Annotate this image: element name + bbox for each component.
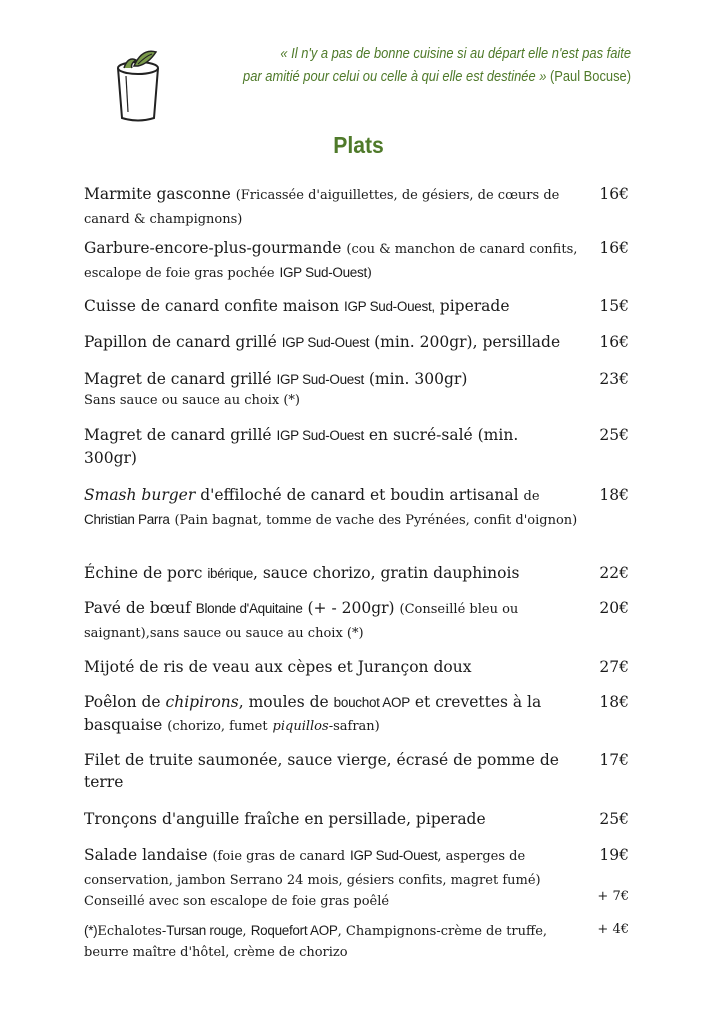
menu-item	[84, 295, 629, 318]
item-name-rest: (+ - 200gr)	[307, 599, 395, 617]
item-detail-end: )	[366, 266, 372, 281]
item-name: Échine de porc	[84, 564, 203, 582]
item-detail: (Pain bagnat, tomme de vache des Pyrénées, confit d'oignon)	[174, 513, 578, 528]
item-price: 16€	[599, 333, 629, 351]
igp-label: IGP Sud-Ouest	[276, 428, 364, 443]
igp-label: IGP Sud-Ouest	[350, 848, 438, 863]
item-detail: (Conseillé bleu ou saignant),sans sauce ou sauce au choix (*)	[84, 602, 519, 641]
footnote-text-rest: , Champignons-crème de truffe, beurre maître d'hôtel, crème de chorizo	[84, 924, 548, 960]
producer-label: Christian Parra	[84, 512, 170, 527]
menu-item	[84, 691, 629, 738]
item-name: Salade landaise	[84, 846, 208, 864]
item-name: Magret de canard grillé	[84, 426, 272, 444]
quote-line-1: « Il n'y a pas de bonne cuisine si au départ elle n'est pas faite	[280, 45, 631, 62]
item-price: 17€	[599, 751, 629, 769]
menu-item	[84, 368, 629, 410]
item-detail: (Fricassée d'aiguillettes, de gésiers, de cœurs de canard & champignons)	[84, 188, 560, 227]
item-name: Filet de truite saumonée, sauce vierge, écrasé de pomme de terre	[84, 751, 559, 791]
item-name: Magret de canard grillé	[84, 370, 272, 388]
item-price: 16€	[599, 239, 629, 257]
origin-label: ibérique	[207, 566, 253, 581]
item-name-rest: , sauce chorizo, gratin dauphinois	[252, 564, 520, 582]
item-price: 18€	[599, 693, 629, 711]
sauce-footnote	[84, 920, 629, 963]
sauce-price: + 4€	[597, 922, 629, 937]
bocuse-quote	[227, 42, 631, 88]
page-title: Plats	[333, 132, 384, 158]
item-name-rest: en sucré-salé (min. 300gr)	[84, 426, 519, 467]
item-price: 20€	[599, 599, 629, 617]
item-name-rest: piperade	[439, 297, 510, 315]
igp-label: IGP Sud-Ouest,	[344, 299, 435, 314]
item-name: d'effiloché de canard et boudin artisanal	[200, 486, 519, 504]
item-name-rest: (min. 200gr), persillade	[374, 333, 561, 351]
item-name: Cuisse de canard confite maison	[84, 297, 340, 315]
item-name: Garbure-encore-plus-gourmande	[84, 239, 342, 257]
item-price: 15€	[599, 297, 629, 315]
item-price: 16€	[599, 185, 629, 203]
roquefort-label: Roquefort AOP	[250, 923, 338, 938]
item-detail-end: -safran)	[328, 719, 380, 734]
item-name: Mijoté de ris de veau aux cèpes et Jurançon doux	[84, 658, 472, 676]
quote-line-2: par amitié pour celui ou celle à qui elle est destinée »	[243, 68, 547, 85]
igp-label: IGP Sud-Ouest	[276, 372, 364, 387]
item-detail: (foie gras de canard	[212, 849, 346, 864]
menu-item	[84, 562, 629, 585]
item-price: 23€	[599, 370, 629, 388]
footnote-comma: ,	[242, 924, 247, 939]
quote-author: (Paul Bocuse)	[549, 68, 631, 85]
aop-label: bouchot AOP	[333, 695, 410, 710]
footnote-text: Echalotes-	[97, 924, 167, 939]
item-name-italic: chipirons	[165, 693, 239, 711]
menu-item	[84, 484, 629, 532]
item-name: Papillon de canard grillé	[84, 333, 277, 351]
item-name: Pavé de bœuf	[84, 599, 191, 617]
tursan-label: Tursan rouge	[166, 923, 243, 938]
item-name-rest: (min. 300gr)	[368, 370, 468, 388]
menu-item	[84, 237, 629, 285]
item-name-mid: , moules de	[238, 693, 329, 711]
menu-item	[84, 749, 629, 793]
item-detail: (cou & manchon de canard confits, escalope de foie gras pochée	[84, 242, 578, 281]
menu-item	[84, 331, 629, 354]
item-price-extra: + 7€	[597, 889, 629, 904]
item-detail: (chorizo, fumet	[167, 719, 268, 734]
item-price: 19€	[599, 846, 629, 864]
menu-item	[84, 597, 629, 645]
item-name: Tronçons d'anguille fraîche en persillade, piperade	[84, 810, 486, 828]
menu-item	[84, 844, 629, 911]
item-detail-italic: piquillos	[272, 719, 329, 734]
item-name: Poêlon de	[84, 693, 161, 711]
footnote-mark: (*)	[84, 923, 98, 938]
item-name-rest: et crevettes à la basquaise	[84, 693, 542, 734]
igp-label: IGP Sud-Ouest	[279, 265, 367, 280]
item-detail-end: , asperges de conservation, jambon Serrano 24 mois, gésiers confits, magret fumé)	[84, 849, 541, 888]
menu-item	[84, 656, 629, 678]
item-name: Marmite gasconne	[84, 185, 231, 203]
item-note: Sans sauce ou sauce au choix (*)	[84, 393, 300, 408]
menu-item	[84, 424, 629, 469]
cup-leaf-logo	[108, 42, 168, 122]
item-name-italic: Smash burger	[84, 486, 196, 504]
menu-item	[84, 808, 629, 830]
item-note: Conseillé avec son escalope de foie gras poêlé	[84, 894, 390, 909]
item-price: 25€	[599, 810, 629, 828]
item-price: 27€	[599, 658, 629, 676]
item-de: de	[523, 489, 540, 504]
item-price: 25€	[599, 426, 629, 444]
igp-label: IGP Sud-Ouest	[281, 335, 370, 350]
breed-label: Blonde d'Aquitaine	[195, 601, 303, 616]
menu-item	[84, 183, 629, 231]
item-price: 22€	[599, 564, 629, 582]
item-price: 18€	[599, 486, 629, 504]
